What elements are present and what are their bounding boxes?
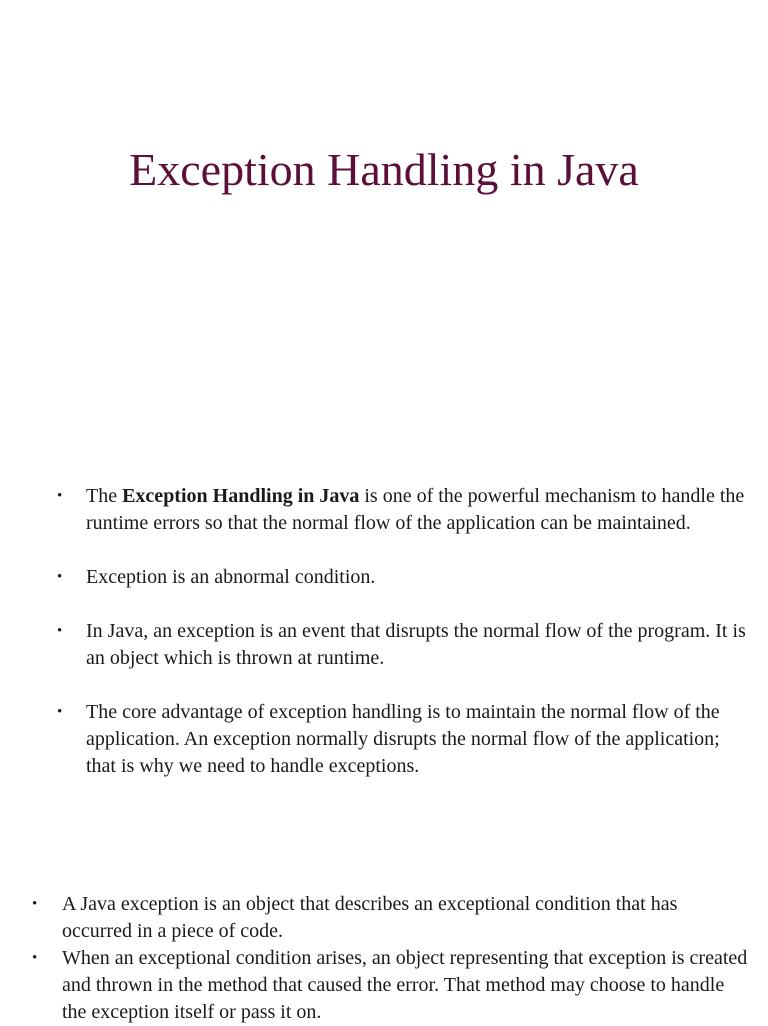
bullet-text-bold-term: Exception Handling in Java: [122, 485, 360, 507]
bullet-dot-icon: •: [57, 569, 63, 585]
bullet-dot-icon: •: [32, 896, 38, 912]
bullet-text: A Java exception is an object that describes an exceptional condition that has occurred in a piece of code.: [62, 893, 678, 942]
bullet-text-rest: is one of the powerful mechanism to handle the runtime errors so that the normal flow of the application can be maintained.: [86, 485, 745, 534]
bullet-dot-icon: •: [57, 488, 63, 504]
bullet-item-abnormal-condition: [57, 564, 746, 591]
bullet-text-prefix: The: [86, 485, 123, 507]
bullet-text: In Java, an exception is an event that disrupts the normal flow of the program. It is an object which is thrown at runtime.: [86, 620, 746, 669]
bullet-item-definition: [57, 483, 746, 537]
bullet-dot-icon: •: [32, 950, 38, 966]
bullet-item-core-advantage: [57, 699, 746, 780]
bullet-text: The core advantage of exception handling is to maintain the normal flow of the application. An exception normally disrupts the normal flow of the application; that is why we need to handle exceptions.: [86, 701, 720, 777]
slide-title: Exception Handling in Java: [129, 144, 639, 195]
bullet-item-event: [57, 618, 746, 672]
bullet-text: Exception is an abnormal condition.: [86, 566, 376, 588]
bullet-item-exception-thrown: [32, 945, 752, 1026]
bullet-list-details: [32, 891, 752, 1026]
bullet-text: When an exceptional condition arises, an object representing that exception is created and thrown in the method that caused the error. That method may choose to handle the exception itself or pass it on.: [62, 947, 748, 1023]
bullet-item-java-exception-object: [32, 891, 752, 945]
bullet-dot-icon: •: [57, 704, 63, 720]
bullet-dot-icon: •: [57, 623, 63, 639]
bullet-list-intro: [57, 483, 746, 807]
